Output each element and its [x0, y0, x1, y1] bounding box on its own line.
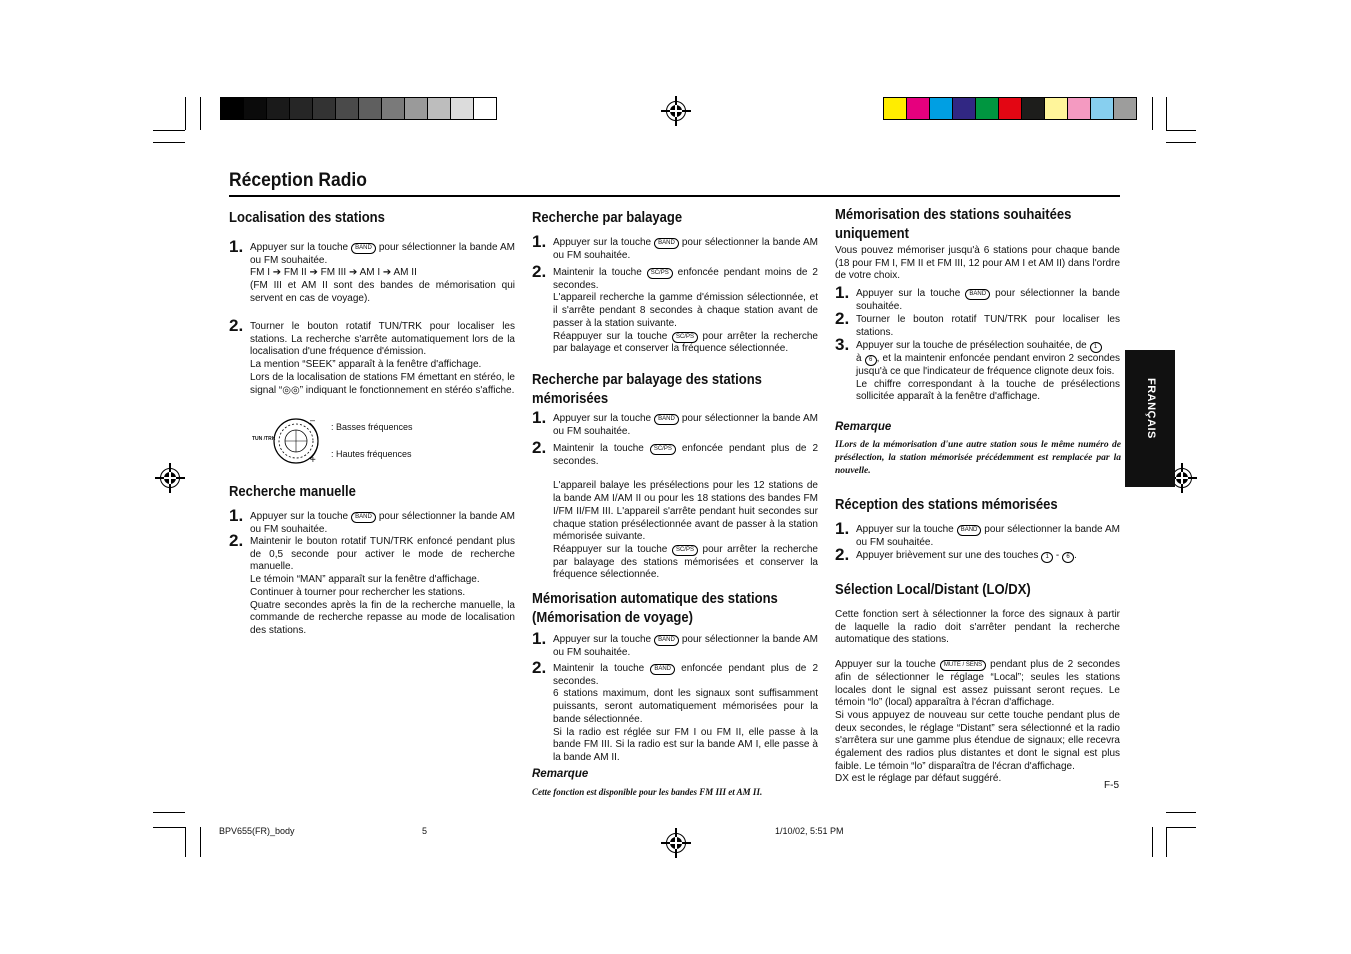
color-swatch	[1091, 98, 1114, 119]
heading-reception-memorisees: Réception des stations mémorisées	[835, 497, 1058, 513]
color-swatch	[221, 98, 244, 119]
step-number: 2.	[229, 316, 244, 335]
remarque-heading: Remarque	[835, 421, 892, 433]
step-number: 1.	[835, 519, 850, 538]
footer-filename: BPV655(FR)_body	[219, 826, 295, 836]
registration-mark-left	[160, 468, 180, 488]
preset-1-key-icon: 1	[1041, 552, 1053, 563]
step-souhaitees-1: Appuyer sur la touche BAND pour sélectionner la bande souhaitée.	[856, 288, 1120, 312]
step-number: 2.	[229, 531, 244, 550]
step-localisation-2: Tourner le bouton rotatif TUN/TRK pour localiser les stations. La recherche s'arrête automatiquement lors de la localisation d'une fréquence d'émission. La mention “SEEK” apparaît à la fenêtre d'affichage. Lors de la localisation de stations FM émettant en stéréo, le signal “◎◎” indiquant le fonctionnement en stéréo s'affiche.	[250, 321, 515, 396]
step-manuelle-2: Maintenir le bouton rotatif TUN/TRK enfoncé pendant plus de 0,5 seconde pour activer le mode de recherche manuelle. Le témoin “MAN” apparaît sur la fenêtre d'affichage. Continuer à tourner pour rechercher les stations. Quatre secondes après la fin de la recherche manuelle, la commande de recherche repasse au mode de localisation des stations.	[250, 536, 515, 636]
scps-key-icon: SC/PS	[647, 268, 673, 279]
color-swatch	[267, 98, 290, 119]
page-title: Réception Radio	[229, 170, 367, 191]
color-swatch	[474, 98, 496, 119]
step-number: 1.	[835, 283, 850, 302]
step-number: 2.	[532, 438, 547, 457]
color-swatch	[382, 98, 405, 119]
heading-balayage-memorisees: Recherche par balayage des stations mémorisées	[532, 372, 762, 407]
color-swatch	[290, 98, 313, 119]
color-swatch	[428, 98, 451, 119]
band-key-icon: BAND	[650, 664, 675, 675]
step-balayage-1: Appuyer sur la touche BAND pour sélectionner la bande AM ou FM souhaitée.	[553, 237, 818, 261]
step-balayage-mem-2: Maintenir la touche SC/PS enfoncée pendant plus de 2 secondes. L'appareil balaye les présélections pour les 12 stations de la bande AM I/AM II ou pour les 18 stations des bandes FM I/FM II/FM III. L'appareil s'arrête pendant huit secondes sur chaque station présélectionnée avant de passer à la station mémorisée suivante. Réappuyer sur la touche SC/PS pour arrêter la recherche par balayage des stations mémorisées et conserver la fréquence sélectionnée.	[553, 443, 819, 581]
color-swatch	[313, 98, 336, 119]
step-number: 1.	[229, 237, 244, 256]
step-reception-1: Appuyer sur la touche BAND pour sélectionner la bande AM ou FM souhaitée.	[856, 524, 1121, 548]
color-swatch	[1114, 98, 1136, 119]
remarque-text: ILors de la mémorisation d'une autre station sous le même numéro de présélection, la station mémorisée précédemment est remplacée par la nouvelle.	[835, 440, 1121, 476]
remarque-heading: Remarque	[532, 768, 589, 780]
color-swatch	[953, 98, 976, 119]
preset-1-key-icon: 1	[1090, 342, 1102, 353]
step-number: 1.	[532, 629, 547, 648]
preset-6-key-icon: 6	[865, 355, 877, 366]
step-manuelle-1: Appuyer sur la touche BAND pour sélectionner la bande AM ou FM souhaitée.	[250, 511, 515, 535]
step-number: 2.	[835, 545, 850, 564]
color-swatch	[336, 98, 359, 119]
title-rule	[229, 195, 1120, 197]
preset-6-key-icon: 6	[1062, 552, 1074, 563]
stereo-icon: ◎◎	[282, 384, 300, 396]
color-swatch	[930, 98, 953, 119]
color-swatch	[1022, 98, 1045, 119]
step-number: 1.	[229, 506, 244, 525]
heading-memorisation-auto: Mémorisation automatique des stations (Mémorisation de voyage)	[532, 591, 778, 626]
mute-sens-key-icon: MUTE / SENS	[940, 660, 986, 671]
registration-mark-bottom	[666, 833, 686, 853]
step-auto-2: Maintenir la touche BAND enfoncée pendant plus de 2 secondes. 6 stations maximum, dont les signaux sont suffisamment puissants, seront automatiquement mémorisées pour la bande sélectionnée. Si la radio est réglée sur FM I ou FM II, elle passe à la bande FM III. Si la radio est sur la bande AM I, elle passe à la bande AM II.	[553, 663, 819, 763]
step-souhaitees-2: Tourner le bouton rotatif TUN/TRK pour localiser les stations.	[856, 314, 1120, 338]
local-distant-text: Cette fonction sert à sélectionner la force des signaux à partir de laquelle la radio doit s'arrêter pendant la recherche automatique des stations. Appuyer sur la touche MUTE / SENS pendant plus de 2 secondes afin de sélectionner le réglage “Local”; seules les stations locales dont le signal est assez puissant seront reçues. Le témoin “lo” (local) apparaîtra à l'écran d'affichage. Si vous appuyez de nouveau sur cette touche pendant plus de deux secondes, le réglage “Distant” sera sélectionné et la radio s'arrêtera sur une gamme plus étendue de signaux; elle recevra également des radios plus distantes et dont le signal est plus faible. Le témoin “lo” disparaîtra de l'écran d'affichage. DX est le réglage par défaut suggéré.	[835, 609, 1120, 785]
color-swatch	[1045, 98, 1068, 119]
registration-mark-top	[666, 101, 686, 121]
footer-date: 1/10/02, 5:51 PM	[775, 826, 844, 836]
band-key-icon: BAND	[965, 289, 990, 300]
heading-recherche-manuelle: Recherche manuelle	[229, 484, 356, 500]
page-number: F-5	[1104, 780, 1119, 791]
remarque-text: Cette fonction est disponible pour les bandes FM III et AM II.	[532, 787, 763, 797]
band-key-icon: BAND	[351, 243, 376, 254]
color-swatch	[359, 98, 382, 119]
band-key-icon: BAND	[654, 414, 679, 425]
step-number: 1.	[532, 232, 547, 251]
band-key-icon: BAND	[351, 512, 376, 523]
tun-trk-knob-illustration: TUN /TRK – + : Basses fréquences : Hautes fréquences	[252, 415, 413, 466]
color-swatch	[976, 98, 999, 119]
step-reception-2: Appuyer brièvement sur une des touches 1 - 6 .	[856, 550, 1077, 561]
step-balayage-mem-1: Appuyer sur la touche BAND pour sélectionner la bande AM ou FM souhaitée.	[553, 413, 818, 437]
intro-memorisation: Vous pouvez mémoriser jusqu'à 6 stations pour chaque bande (18 pour FM I, FM II et FM III, 12 pour AM I et AM II) dans l'ordre de votre choix.	[835, 245, 1120, 282]
step-number: 2.	[532, 262, 547, 281]
process-color-bar	[883, 97, 1137, 120]
grayscale-color-bar	[220, 97, 497, 120]
heading-memorisation-souhaitees: Mémorisation des stations souhaitées uniquement	[835, 207, 1072, 242]
color-swatch	[884, 98, 907, 119]
scps-key-icon: SC/PS	[672, 332, 698, 343]
color-swatch	[451, 98, 474, 119]
step-number: 2.	[835, 309, 850, 328]
step-number: 2.	[532, 658, 547, 677]
heading-localisation: Localisation des stations	[229, 210, 385, 226]
scps-key-icon: SC/PS	[650, 444, 676, 455]
high-frequency-label: : Hautes fréquences	[331, 449, 412, 459]
step-number: 3.	[835, 335, 850, 354]
color-swatch	[405, 98, 428, 119]
band-key-icon: BAND	[957, 525, 982, 536]
band-key-icon: BAND	[654, 238, 679, 249]
color-swatch	[907, 98, 930, 119]
footer-page: 5	[422, 826, 428, 836]
step-localisation-1: Appuyer sur la touche BAND pour sélectionner la bande AM ou FM souhaitée. FM I ➔ FM II ➔ FM III ➔ AM I ➔ AM II (FM III et AM II sont des bandes de mémorisation qui servent en cas de voyage).	[250, 242, 515, 304]
step-balayage-2: Maintenir la touche SC/PS enfoncée pendant moins de 2 secondes. L'appareil recherche la gamme d'émission sélectionnée, et il s'arrête pendant 8 secondes à chaque station avant de passer à la station suivante. Réappuyer sur la touche SC/PS pour arrêter la recherche par balayage et conserver la fréquence sélectionnée.	[553, 267, 818, 355]
band-key-icon: BAND	[654, 635, 679, 646]
color-swatch	[1068, 98, 1091, 119]
heading-recherche-balayage: Recherche par balayage	[532, 210, 683, 226]
scps-key-icon: SC/PS	[672, 545, 698, 556]
step-auto-1: Appuyer sur la touche BAND pour sélectionner la bande AM ou FM souhaitée.	[553, 634, 818, 658]
step-number: 1.	[532, 408, 547, 427]
color-swatch	[999, 98, 1022, 119]
color-swatch	[244, 98, 267, 119]
step-souhaitees-3: Appuyer sur la touche de présélection souhaitée, de 1 à 6 , et la maintenir enfoncée pendant environ 2 secondes jusqu'à ce que l'indicateur de fréquence clignote deux fois. Le chiffre correspondant à la touche de présélections sollicitée apparaît à la fenêtre d'affichage.	[856, 340, 1121, 403]
heading-local-distant: Sélection Local/Distant (LO/DX)	[835, 582, 1031, 598]
registration-mark-right	[1172, 468, 1192, 488]
low-frequency-label: : Basses fréquences	[331, 422, 413, 432]
language-tab: FRANÇAIS	[1125, 350, 1175, 487]
